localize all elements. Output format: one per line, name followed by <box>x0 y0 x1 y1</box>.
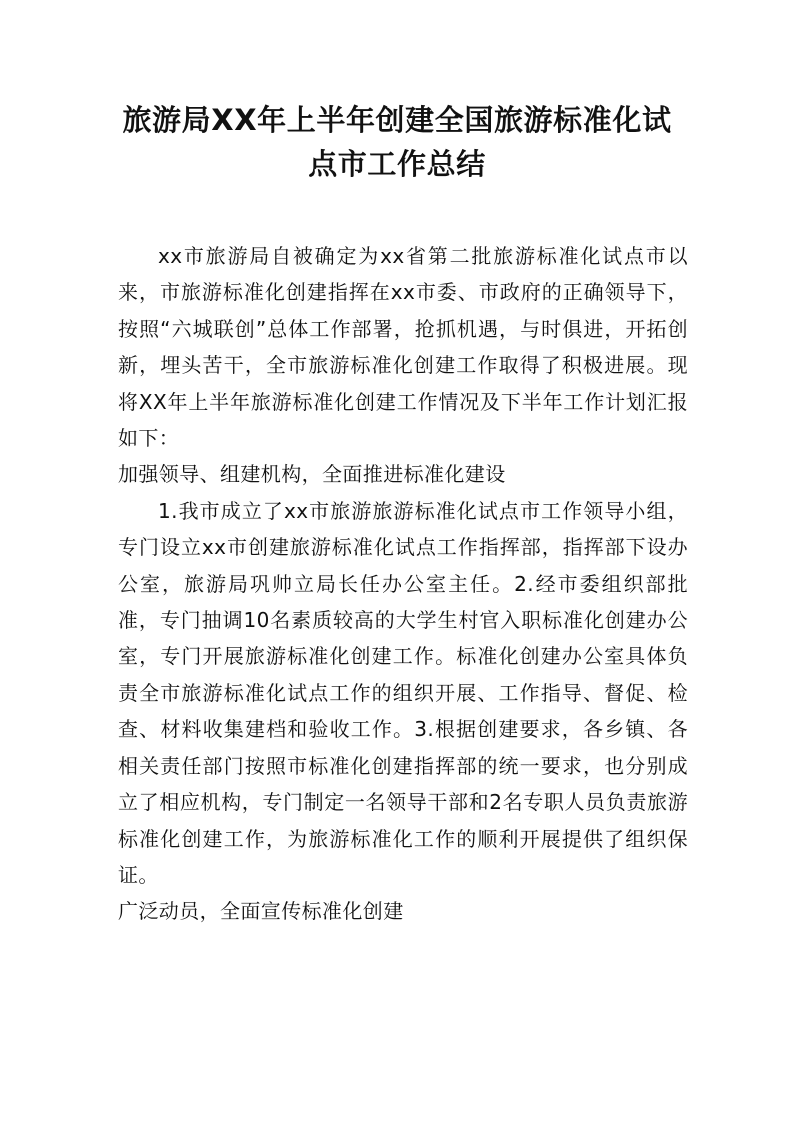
organization-paragraph: 1.我市成立了xx市旅游旅游标准化试点市工作领导小组，专门设立xx市创建旅游标准化试点工作指挥部，指挥部下设办公室，旅游局巩帅立局长任办公室主任。2.经市委组织部批准，专门抽调10名素质较高的大学生村官入职标准化创建办公室，专门开展旅游标准化创建工作。标准化创建办公室具体负责全市旅游标准化试点工作的组织开展、工作指导、督促、检查、材料收集建档和验收工作。3.根据创建要求，各乡镇、各相关责任部门按照市标准化创建指挥部的统一要求，也分别成立了相应机构，专门制定一名领导干部和2名专职人员负责旅游标准化创建工作，为旅游标准化工作的顺利开展提供了组织保证。 <box>118 498 688 887</box>
title-line-1: 旅游局XX年上半年创建全国旅游标准化试 <box>122 103 672 137</box>
intro-paragraph: xx市旅游局自被确定为xx省第二批旅游标准化试点市以来，市旅游标准化创建指挥在xx市委、市政府的正确领导下，按照“六城联创”总体工作部署，抢抓机遇，与时俱进，开拓创新，埋头苦干，全市旅游标准化创建工作取得了积极进展。现将XX年上半年旅游标准化创建工作情况及下半年工作计划汇报如下： <box>118 244 688 451</box>
document-title <box>110 98 684 186</box>
section-heading-leadership: 加强领导、组建机构，全面推进标准化建设 <box>118 462 506 487</box>
document-body <box>118 238 688 930</box>
title-line-2: 点市工作总结 <box>308 147 486 181</box>
section-heading-publicity: 广泛动员，全面宣传标准化创建 <box>118 899 404 924</box>
